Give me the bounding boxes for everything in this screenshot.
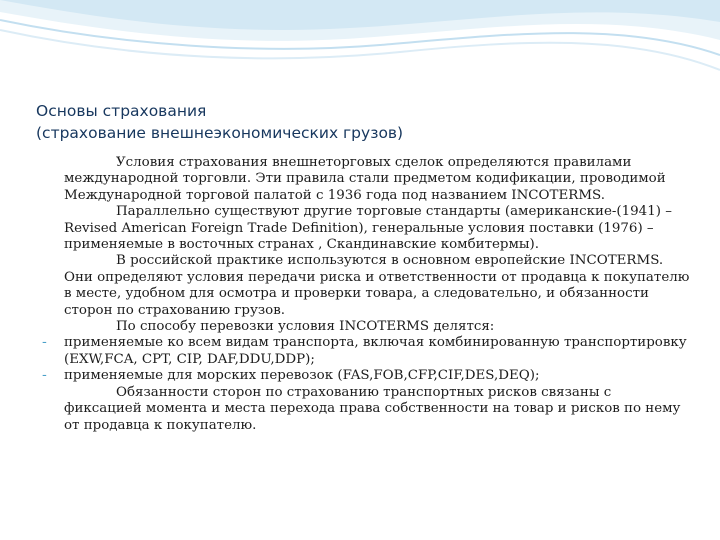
bullet-marker: -: [42, 335, 47, 351]
title-line-1: Основы страхования: [36, 102, 207, 120]
paragraph-1: Условия страхования внешнеторговых сделок определяются правилами международной торговли. Эти правила стали предметом кодификации, проводимой Международной торговой палатой с 1936 года под названием INCOTERMS.: [64, 155, 666, 203]
paragraph-3: В российской практике используются в основном европейские INCOTERMS. Они определяют условия передачи риска и ответственности от продавца к покупателю в месте, удобном для осмотра и проверки товара, а следовательно, и обязанности сторон по страхованию грузов.: [64, 253, 690, 318]
slide-title: [36, 100, 636, 144]
bullet-text-2: применяемые для морских перевозок (FAS,FOB,CFP,CIF,DES,DEQ);: [64, 368, 540, 384]
bullet-marker: -: [42, 368, 47, 384]
closing-paragraph: Обязанности сторон по страхованию транспортных рисков связаны с фиксацией момента и места перехода права собственности на товар и рисков по нему от продавца к покупателю.: [64, 384, 681, 433]
slide-body: [42, 155, 690, 434]
paragraph-2: Параллельно существуют другие торговые стандарты (американские-(1941) –Revised American Foreign Trade Definition), генеральные условия поставки (1976) – применяемые в восточных странах , Скандинавские комбитермы).: [64, 204, 672, 253]
title-line-2: (страхование внешнеэкономических грузов): [36, 124, 404, 142]
paragraph-4: По способу перевозки условия INCOTERMS делятся:: [116, 319, 495, 335]
bullet-item-1: [42, 335, 690, 368]
bullet-item-2: [42, 368, 690, 384]
bullet-text-1: применяемые ко всем видам транспорта, включая комбинированную транспортировку (EXW,FCA, CPT, CIP, DAF,DDU,DDP);: [64, 335, 687, 367]
